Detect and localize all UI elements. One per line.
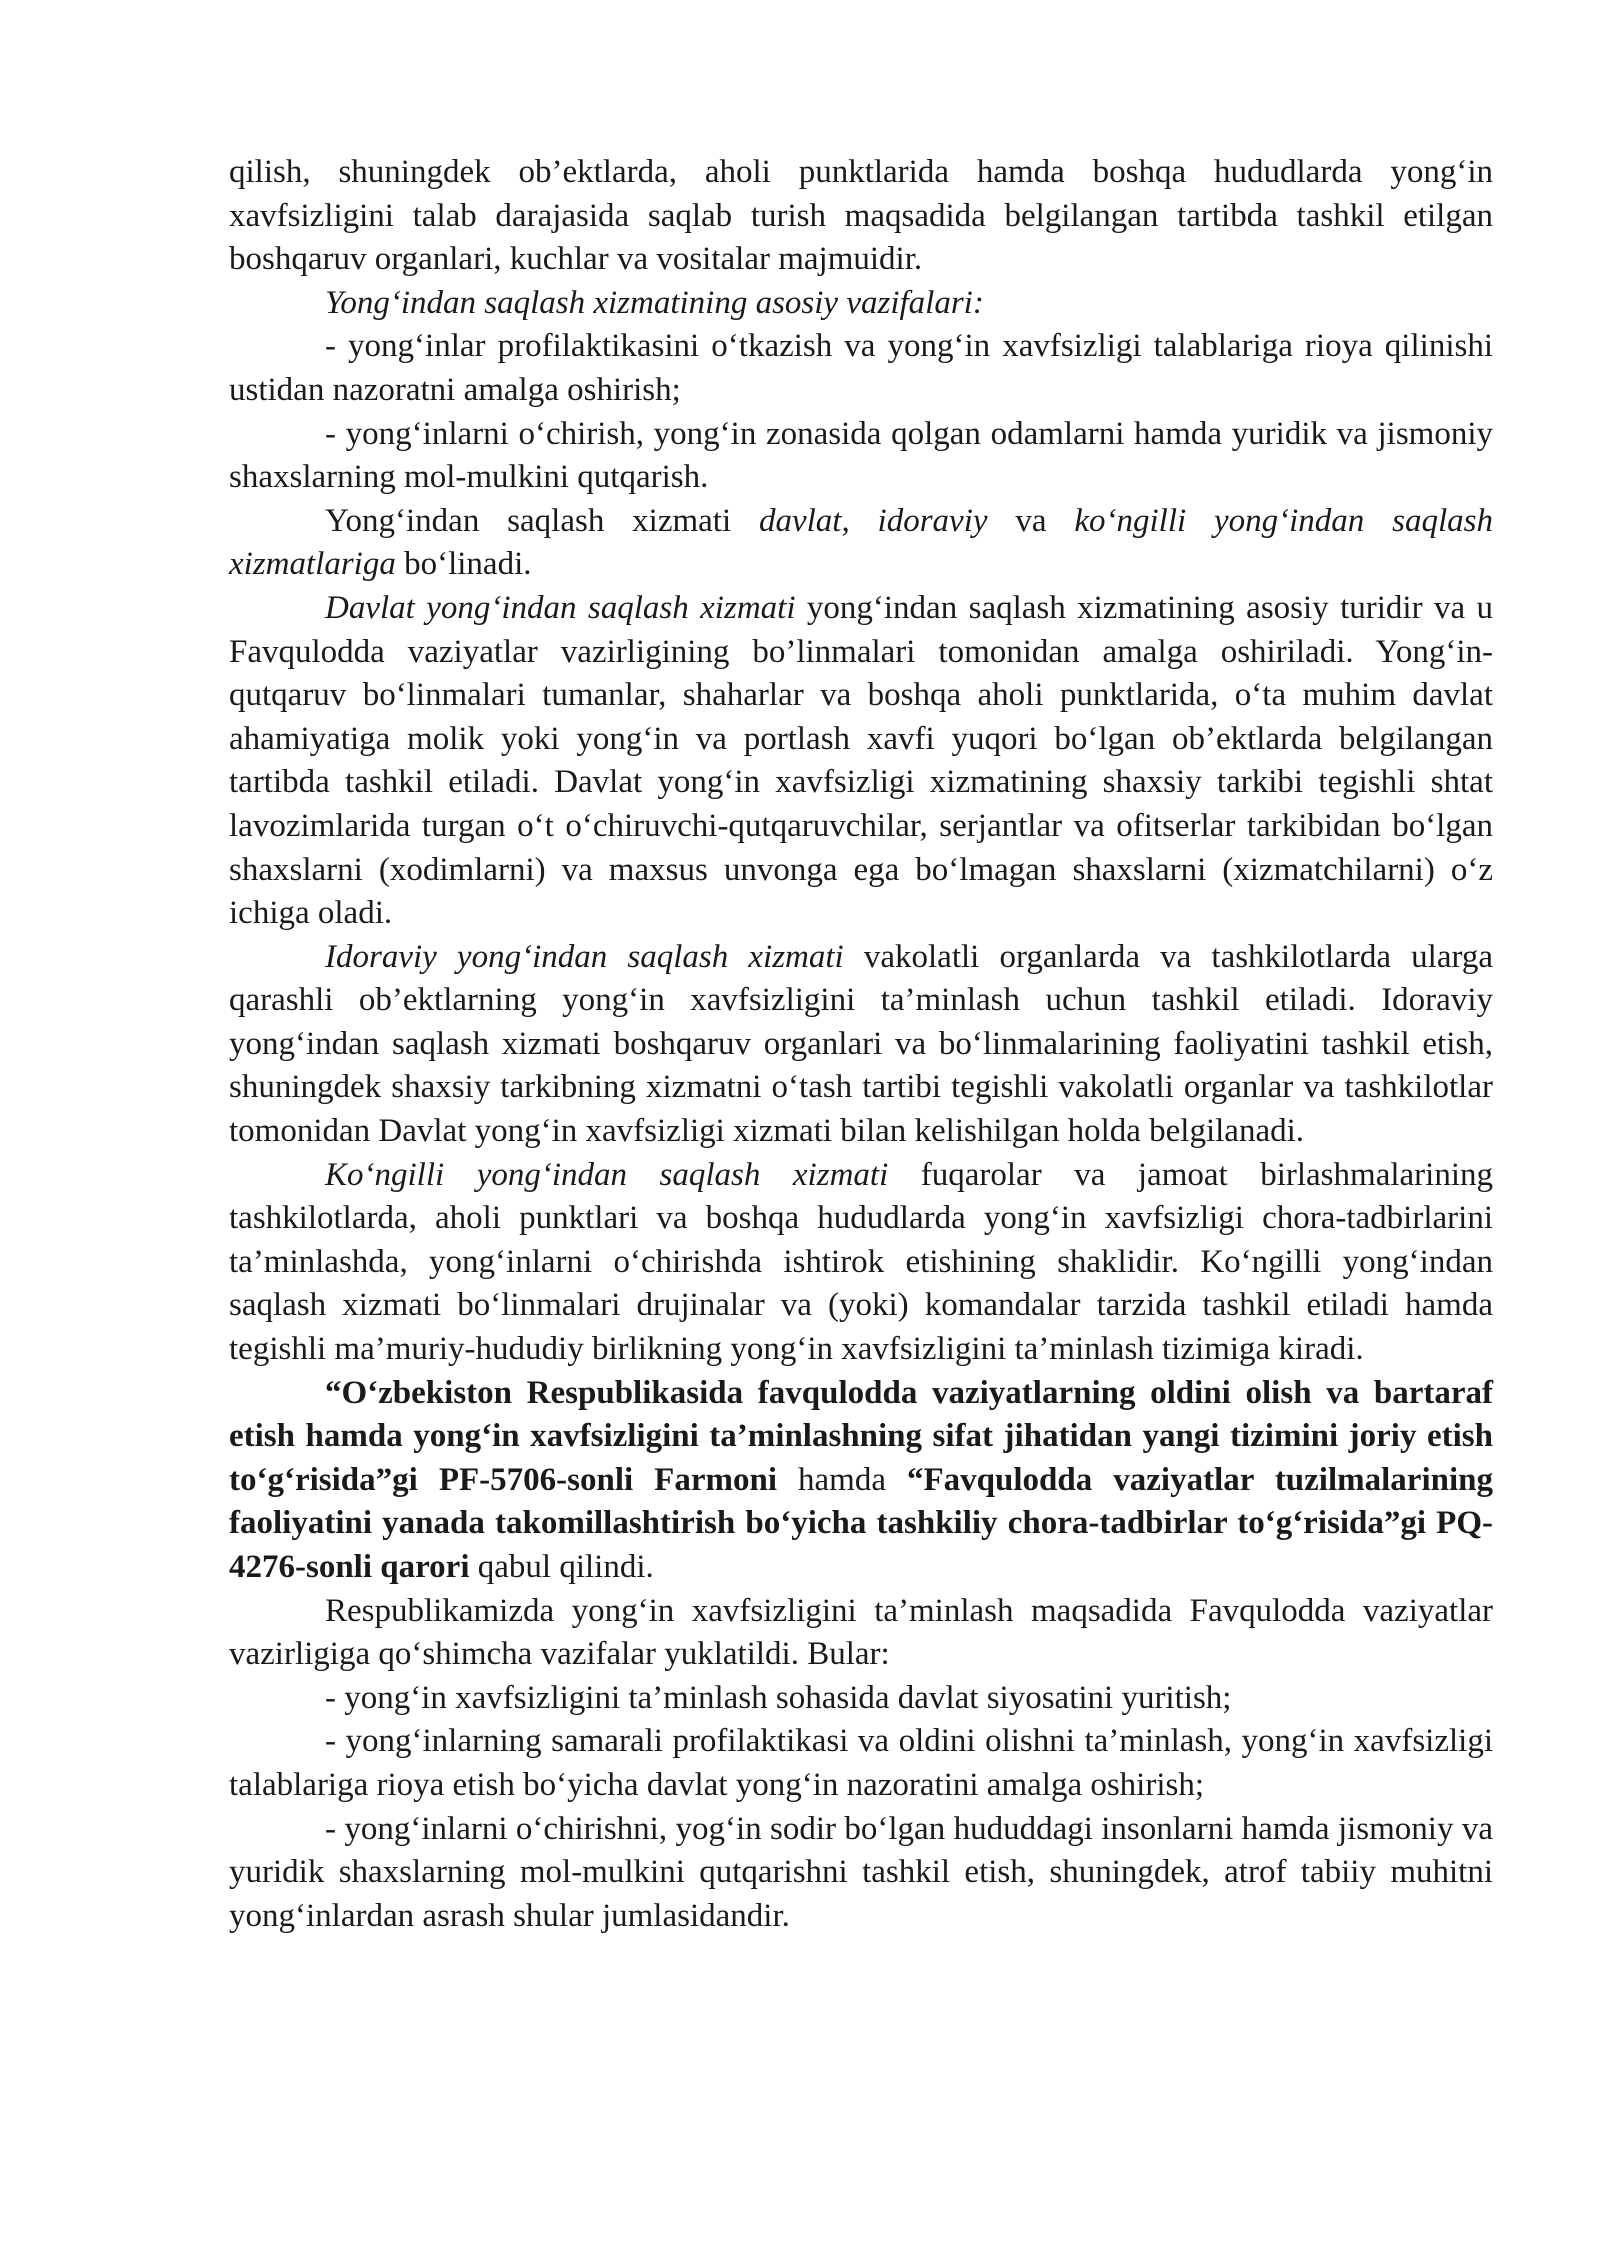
paragraph [229, 500, 1493, 587]
italic-text: Idoraviy yong‘indan saqlash xizmati [325, 938, 844, 975]
italic-text: davlat, idoraviy [758, 502, 988, 539]
text-run: Yong‘indan saqlash xizmati [325, 502, 759, 539]
italic-text: Davlat yong‘indan saqlash xizmati [325, 589, 796, 626]
paragraph [229, 282, 1493, 326]
paragraph [229, 151, 1493, 282]
text-run: bo‘linadi. [395, 546, 532, 583]
italic-text: Ko‘ngilli yong‘indan saqlash xizmati [325, 1156, 889, 1193]
paragraph [229, 413, 1493, 500]
paragraph [229, 1808, 1493, 1939]
paragraph [229, 1677, 1493, 1721]
text-run: qabul qilindi. [469, 1549, 654, 1585]
text-run: fuqarolar va jamoat birlashmalarining tashkilotlarda, aholi punktlari va boshqa hududlarda yong‘in xavfsizligi chora-tadbirlarini ta’minlashda, yong‘inlarni o‘chirishda ishtirok etishining shaklidir. Ko‘ngilli yong‘indan saqlash xizmati bo‘linmalari drujinalar va (yoki) komandalar tarzida tashkil etiladi hamda tegishli ma’muriy-hududiy birlikning yong‘in xavfsizligini ta’minlash tizimiga kiradi. [229, 1156, 1493, 1368]
paragraph [229, 1372, 1493, 1590]
text-run: - yong‘inlarni o‘chirishni, yog‘in sodir bo‘lgan hududdagi insonlarni hamda jismoniy va yuridik shaxslarning mol-mulkini qutqarishni tashkil etish, shuningdek, atrof tabiiy muhitni yong‘inlardan asrash shular jumlasidandir. [229, 1810, 1493, 1934]
text-run: vakolatli organlarda va tashkilotlarda ularga qarashli ob’ektlarning yong‘in xavfsizligini ta’minlash uchun tashkil etiladi. Idoraviy yong‘indan saqlash xizmati boshqaruv organlari va bo‘linmalarining faoliyatini tashkil etish, shuningdek shaxsiy tarkibning xizmatni o‘tash tartibi tegishli vakolatli organlar va tashkilotlar tomonidan Davlat yong‘in xavfsizligi xizmati bilan kelishilgan holda belgilanadi. [229, 938, 1494, 1150]
italic-text: Yong‘indan saqlash xizmatining asosiy vazifalari: [325, 284, 984, 321]
paragraph [229, 1154, 1493, 1372]
paragraph [229, 587, 1493, 936]
paragraph [229, 936, 1493, 1154]
paragraph [229, 1720, 1493, 1807]
bold-text: “Favqulodda vaziyatlar tuzilmalarining faoliyatini yanada takomillashtirish bo‘yicha tashkiliy chora-tadbirlar to‘g‘risida”gi PQ-4276-sonli qarori [229, 1461, 1493, 1585]
text-run: yong‘indan saqlash xizmatining asosiy turidir va u Favqulodda vaziyatlar vazirligining bo’linmalari tomonidan amalga oshiriladi. Yong‘in-qutqaruv bo‘linmalari tumanlar, shaharlar va boshqa aholi punktlarida, o‘ta muhim davlat ahamiyatiga molik yoki yong‘in va portlash xavfi yuqori bo‘lgan ob’ektlarda belgilangan tartibda tashkil etiladi. Davlat yong‘in xavfsizligi xizmatining shaxsiy tarkibi tegishli shtat lavozimlarida turgan o‘t o‘chiruvchi-qutqaruvchilar, serjantlar va ofitserlar tarkibidan bo‘lgan shaxslarni (xodimlarni) va maxsus unvonga ega bo‘lmagan shaxslarni (xizmatchilarni) o‘z ichiga oladi. [229, 589, 1493, 932]
text-run: - yong‘inlarning samarali profilaktikasi va oldini olishni ta’minlash, yong‘in xavfsizligi talablariga rioya etish bo‘yicha davlat yong‘in nazoratini amalga oshirish; [229, 1723, 1493, 1803]
text-run: hamda [777, 1461, 908, 1498]
text-run: va [987, 502, 1075, 539]
text-run: qilish, shuningdek ob’ektlarda, aholi punktlarida hamda boshqa hududlarda yong‘in xavfsizligini talab darajasida saqlab turish maqsadida belgilangan tartibda tashkil etilgan boshqaruv organlari, kuchlar va vositalar majmuidir. [229, 154, 1493, 278]
paragraph [229, 325, 1493, 412]
text-run: - yong‘inlar profilaktikasini o‘tkazish va yong‘in xavfsizligi talablariga rioya qilinishi ustidan nazoratni amalga oshirish; [229, 328, 1493, 408]
paragraph [229, 1590, 1493, 1677]
text-run: - yong‘inlarni o‘chirish, yong‘in zonasida qolgan odamlarni hamda yuridik va jismoniy shaxslarning mol-mulkini qutqarish. [229, 415, 1493, 496]
text-run: - yong‘in xavfsizligini ta’minlash sohasida davlat siyosatini yuritish; [325, 1679, 1232, 1716]
bold-text: “O‘zbekiston Respublikasida favqulodda vaziyatlarning oldini olish va bartaraf etish hamda yong‘in xavfsizligini ta’minlashning sifat jihatidan yangi tizimini joriy etish to‘g‘risida”gi PF-5706-sonli Farmoni [229, 1374, 1493, 1498]
italic-text: ko‘ngilli yong‘indan saqlash xizmatlariga [229, 502, 1493, 583]
text-run: Respublikamizda yong‘in xavfsizligini ta’minlash maqsadida Favqulodda vaziyatlar vazirligiga qo‘shimcha vazifalar yuklatildi. Bular: [229, 1592, 1493, 1673]
document-page [229, 151, 1493, 1938]
